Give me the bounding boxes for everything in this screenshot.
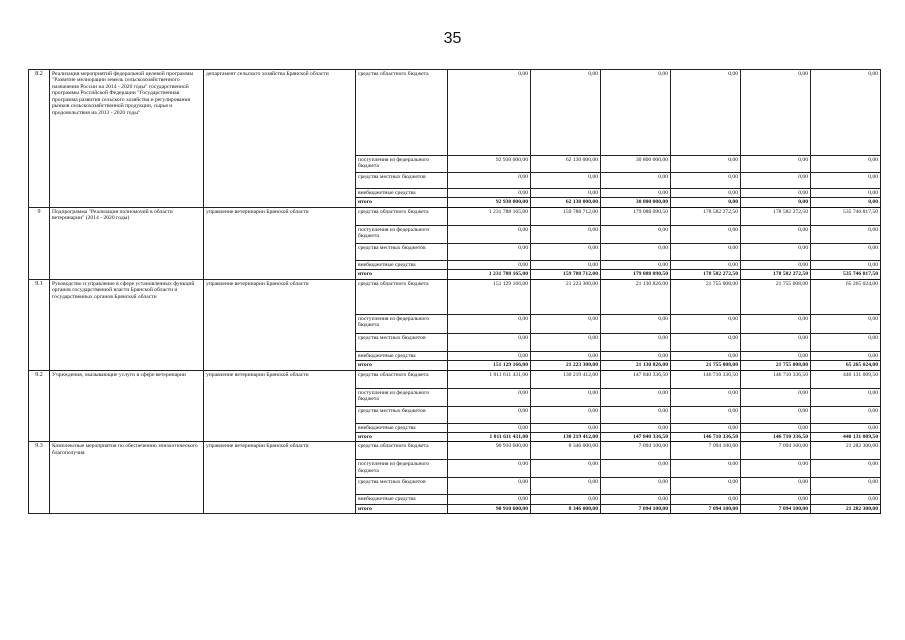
amount-cell: 0,00 <box>601 406 671 423</box>
amount-cell: 0,00 <box>448 495 531 504</box>
amount-cell: 535 746 817,50 <box>811 207 881 225</box>
amount-cell: 0,00 <box>601 388 671 406</box>
amount-cell: 0,00 <box>448 243 531 260</box>
amount-cell: 65 265 024,00 <box>811 279 881 314</box>
amount-cell: 0,00 <box>811 478 881 495</box>
funding-source: средства местных бюджетов <box>356 243 448 260</box>
amount-cell: 0,00 <box>531 478 601 495</box>
amount-cell: 21 755 008,00 <box>741 361 811 370</box>
amount-cell: 151 129 166,00 <box>448 279 531 314</box>
amount-cell: 0,00 <box>811 189 881 198</box>
amount-cell: 0,00 <box>811 406 881 423</box>
amount-cell: 0,00 <box>601 70 671 156</box>
amount-cell: 0,00 <box>741 314 811 333</box>
amount-cell: 440 131 009,50 <box>811 370 881 388</box>
funding-source: поступления из федерального бюджета <box>356 460 448 478</box>
section-number: 8.2 <box>29 70 50 208</box>
amount-cell: 21 755 008,00 <box>671 361 741 370</box>
amount-cell: 8 346 000,00 <box>531 504 601 513</box>
amount-cell: 0,00 <box>671 388 741 406</box>
amount-cell: 178 582 272,50 <box>741 270 811 279</box>
amount-cell: 0,00 <box>601 225 671 243</box>
amount-cell: 90 910 600,00 <box>448 504 531 513</box>
amount-cell: 0,00 <box>531 314 601 333</box>
amount-cell: 0,00 <box>448 406 531 423</box>
amount-cell: 0,00 <box>448 70 531 156</box>
amount-cell: 0,00 <box>448 314 531 333</box>
amount-cell: 0,00 <box>741 423 811 432</box>
amount-cell: 0,00 <box>601 189 671 198</box>
amount-cell: 0,00 <box>741 156 811 173</box>
section-name: Учреждения, оказывающие услуги в сфере ветеринарии <box>50 370 204 442</box>
amount-cell: 0,00 <box>531 173 601 189</box>
amount-cell: 1 011 611 431,00 <box>448 370 531 388</box>
table-row <box>29 279 881 314</box>
responsible-organization: управление ветеринарии Брянской области <box>204 370 356 442</box>
amount-cell: 146 710 336,50 <box>671 370 741 388</box>
amount-cell: 0,00 <box>531 225 601 243</box>
amount-cell: 0,00 <box>671 260 741 269</box>
section-number: 9.3 <box>29 442 50 514</box>
funding-source: средства местных бюджетов <box>356 406 448 423</box>
amount-cell: 0,00 <box>811 243 881 260</box>
funding-source: поступления из федерального бюджета <box>356 388 448 406</box>
amount-cell: 0,00 <box>671 351 741 360</box>
amount-cell: 30 800 000,00 <box>601 156 671 173</box>
amount-cell: 30 800 000,00 <box>601 198 671 207</box>
amount-cell: 0,00 <box>811 260 881 269</box>
amount-cell: 0,00 <box>531 423 601 432</box>
amount-cell: 146 710 336,50 <box>671 432 741 441</box>
amount-cell: 0,00 <box>811 70 881 156</box>
amount-cell: 0,00 <box>448 189 531 198</box>
amount-cell: 92 930 000,00 <box>448 198 531 207</box>
amount-cell: 0,00 <box>531 333 601 351</box>
budget-table <box>28 69 881 514</box>
amount-cell: 130 219 412,00 <box>531 370 601 388</box>
funding-source: средства местных бюджетов <box>356 173 448 189</box>
amount-cell: 7 094 100,00 <box>741 442 811 460</box>
amount-cell: 0,00 <box>531 260 601 269</box>
amount-cell: 0,00 <box>531 70 601 156</box>
amount-cell: 0,00 <box>448 260 531 269</box>
section-name: Подпрограмма "Реализация полномочий в области ветеринарии" (2014 - 2020 годы) <box>50 207 204 279</box>
responsible-organization: управление ветеринарии Брянской области <box>204 442 356 514</box>
amount-cell: 0,00 <box>671 173 741 189</box>
funding-source: внебюджетные средства <box>356 423 448 432</box>
funding-source: средства местных бюджетов <box>356 333 448 351</box>
amount-cell: 0,00 <box>811 156 881 173</box>
funding-source: средства областного бюджета <box>356 207 448 225</box>
amount-cell: 0,00 <box>741 260 811 269</box>
amount-cell: 178 582 272,50 <box>671 207 741 225</box>
amount-cell: 21 130 826,00 <box>601 361 671 370</box>
amount-cell: 0,00 <box>741 189 811 198</box>
amount-cell: 0,00 <box>671 423 741 432</box>
amount-cell: 0,00 <box>671 333 741 351</box>
amount-cell: 0,00 <box>601 495 671 504</box>
amount-cell: 440 131 009,50 <box>811 432 881 441</box>
amount-cell: 178 582 272,50 <box>741 207 811 225</box>
amount-cell: 0,00 <box>741 351 811 360</box>
amount-cell: 0,00 <box>531 388 601 406</box>
amount-cell: 0,00 <box>671 314 741 333</box>
amount-cell: 178 582 272,50 <box>671 270 741 279</box>
amount-cell: 0,00 <box>741 406 811 423</box>
responsible-organization: управление ветеринарии Брянской области <box>204 279 356 370</box>
funding-source: поступления из федерального бюджета <box>356 314 448 333</box>
amount-cell: 0,00 <box>811 173 881 189</box>
amount-cell: 0,00 <box>671 478 741 495</box>
amount-cell: 0,00 <box>601 351 671 360</box>
amount-cell: 7 094 100,00 <box>601 442 671 460</box>
table-row <box>29 207 881 225</box>
amount-cell: 0,00 <box>448 351 531 360</box>
amount-cell: 0,00 <box>741 70 811 156</box>
amount-cell: 21 130 826,00 <box>601 279 671 314</box>
amount-cell: 21 282 300,00 <box>811 442 881 460</box>
amount-cell: 21 223 300,00 <box>531 361 601 370</box>
amount-cell: 90 910 600,00 <box>448 442 531 460</box>
amount-cell: 0,00 <box>531 460 601 478</box>
amount-cell: 0,00 <box>811 495 881 504</box>
responsible-organization: департамент сельского хозяйства Брянской области <box>204 70 356 208</box>
amount-cell: 0,00 <box>741 198 811 207</box>
amount-cell: 0,00 <box>448 388 531 406</box>
amount-cell: 0,00 <box>531 351 601 360</box>
amount-cell: 0,00 <box>741 243 811 260</box>
amount-cell: 130 219 412,00 <box>531 432 601 441</box>
amount-cell: 1 011 611 431,00 <box>448 432 531 441</box>
section-name: Руководство и управление в сфере установленных функций органов государственной власти Брянской области и государственных органов Брянской области <box>50 279 204 370</box>
amount-cell: 0,00 <box>601 173 671 189</box>
amount-cell: 21 282 300,00 <box>811 504 881 513</box>
amount-cell: 0,00 <box>601 243 671 260</box>
amount-cell: 21 223 300,00 <box>531 279 601 314</box>
amount-cell: 0,00 <box>531 189 601 198</box>
amount-cell: 0,00 <box>741 225 811 243</box>
amount-cell: 92 930 000,00 <box>448 156 531 173</box>
funding-source: итого <box>356 198 448 207</box>
amount-cell: 151 129 166,00 <box>448 361 531 370</box>
section-name: Реализация мероприятий федеральной целевой программы "Развитие мелиорации земель сельскохозяйственного назначения России на 2014 - 2020 годы" государственной программы Российской Федерации "Государственная программа развития сельского хозяйства и регулирования рынков сельскохозяйственной продукции, сырья и продовольствия на 2013 - 2020 годы" <box>50 70 204 208</box>
amount-cell: 0,00 <box>601 478 671 495</box>
amount-cell: 0,00 <box>811 423 881 432</box>
amount-cell: 0,00 <box>671 198 741 207</box>
funding-source: итого <box>356 504 448 513</box>
amount-cell: 1 231 788 165,00 <box>448 207 531 225</box>
funding-source: средства местных бюджетов <box>356 478 448 495</box>
amount-cell: 0,00 <box>671 70 741 156</box>
funding-source: итого <box>356 361 448 370</box>
section-number: 9 <box>29 207 50 279</box>
funding-source: средства областного бюджета <box>356 279 448 314</box>
amount-cell: 146 710 336,50 <box>741 370 811 388</box>
amount-cell: 0,00 <box>811 198 881 207</box>
amount-cell: 0,00 <box>811 388 881 406</box>
amount-cell: 0,00 <box>601 260 671 269</box>
funding-source: итого <box>356 270 448 279</box>
amount-cell: 0,00 <box>741 388 811 406</box>
amount-cell: 0,00 <box>741 478 811 495</box>
amount-cell: 0,00 <box>671 495 741 504</box>
amount-cell: 179 088 090,50 <box>601 207 671 225</box>
amount-cell: 159 788 712,00 <box>531 207 601 225</box>
section-number: 9.2 <box>29 370 50 442</box>
amount-cell: 0,00 <box>811 314 881 333</box>
amount-cell: 147 840 336,50 <box>601 370 671 388</box>
amount-cell: 0,00 <box>741 173 811 189</box>
funding-source: поступления из федерального бюджета <box>356 225 448 243</box>
amount-cell: 65 265 024,00 <box>811 361 881 370</box>
funding-source: поступления из федерального бюджета <box>356 156 448 173</box>
amount-cell: 0,00 <box>811 351 881 360</box>
amount-cell: 1 231 788 165,00 <box>448 270 531 279</box>
amount-cell: 535 746 817,50 <box>811 270 881 279</box>
budget-table-body <box>29 70 881 514</box>
amount-cell: 0,00 <box>601 314 671 333</box>
amount-cell: 7 094 100,00 <box>671 442 741 460</box>
amount-cell: 0,00 <box>448 460 531 478</box>
amount-cell: 0,00 <box>601 333 671 351</box>
amount-cell: 0,00 <box>671 406 741 423</box>
amount-cell: 0,00 <box>448 423 531 432</box>
page-number: 35 <box>443 30 462 47</box>
amount-cell: 21 755 008,00 <box>741 279 811 314</box>
amount-cell: 0,00 <box>811 225 881 243</box>
table-row <box>29 370 881 388</box>
amount-cell: 179 088 090,50 <box>601 270 671 279</box>
amount-cell: 0,00 <box>531 406 601 423</box>
amount-cell: 0,00 <box>531 495 601 504</box>
amount-cell: 62 130 000,00 <box>531 198 601 207</box>
amount-cell: 0,00 <box>448 478 531 495</box>
responsible-organization: управление ветеринарии Брянской области <box>204 207 356 279</box>
funding-source: итого <box>356 432 448 441</box>
amount-cell: 0,00 <box>671 460 741 478</box>
funding-source: внебюджетные средства <box>356 260 448 269</box>
amount-cell: 0,00 <box>531 243 601 260</box>
amount-cell: 21 755 008,00 <box>671 279 741 314</box>
amount-cell: 159 788 712,00 <box>531 270 601 279</box>
amount-cell: 0,00 <box>601 460 671 478</box>
funding-source: средства областного бюджета <box>356 442 448 460</box>
funding-source: внебюджетные средства <box>356 495 448 504</box>
amount-cell: 0,00 <box>671 156 741 173</box>
funding-source: средства областного бюджета <box>356 370 448 388</box>
amount-cell: 7 094 100,00 <box>741 504 811 513</box>
amount-cell: 0,00 <box>448 173 531 189</box>
amount-cell: 0,00 <box>671 225 741 243</box>
section-name: Комплексные мероприятия по обеспечению эпизоотического благополучия <box>50 442 204 514</box>
amount-cell: 0,00 <box>811 333 881 351</box>
amount-cell: 7 094 100,00 <box>671 504 741 513</box>
amount-cell: 147 840 336,50 <box>601 432 671 441</box>
funding-source: внебюджетные средства <box>356 351 448 360</box>
amount-cell: 0,00 <box>601 423 671 432</box>
table-row <box>29 442 881 460</box>
amount-cell: 0,00 <box>671 189 741 198</box>
amount-cell: 0,00 <box>448 333 531 351</box>
section-number: 9.1 <box>29 279 50 370</box>
amount-cell: 0,00 <box>741 495 811 504</box>
table-row <box>29 70 881 156</box>
amount-cell: 0,00 <box>671 243 741 260</box>
amount-cell: 0,00 <box>448 225 531 243</box>
funding-source: внебюджетные средства <box>356 189 448 198</box>
funding-source: средства областного бюджета <box>356 70 448 156</box>
amount-cell: 0,00 <box>741 333 811 351</box>
amount-cell: 146 710 336,50 <box>741 432 811 441</box>
amount-cell: 0,00 <box>811 460 881 478</box>
amount-cell: 8 346 000,00 <box>531 442 601 460</box>
amount-cell: 7 094 100,00 <box>601 504 671 513</box>
amount-cell: 62 130 000,00 <box>531 156 601 173</box>
amount-cell: 0,00 <box>741 460 811 478</box>
